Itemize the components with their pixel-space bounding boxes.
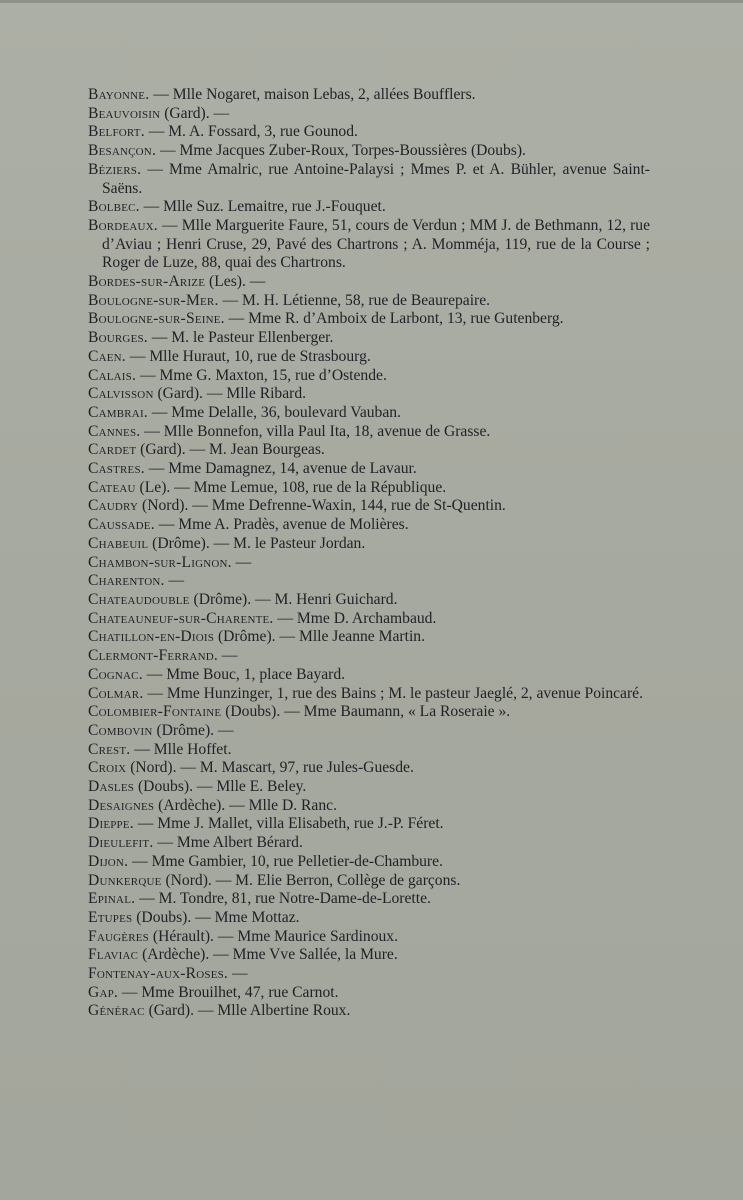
place-name: Dieulefit. — [88, 834, 154, 852]
list-item — [88, 610, 650, 629]
place-name: Gap. — [88, 983, 119, 1001]
entry-details: — Mme Amalric, rue Antoine-Palaysi ; Mmes P. et A. Bühler, avenue Saint-Saëns. — [102, 160, 650, 197]
list-item — [88, 554, 650, 573]
list-item — [88, 385, 650, 404]
list-item — [88, 778, 650, 797]
place-name: Calais. — [88, 366, 137, 384]
place-name: Croix — [88, 759, 127, 777]
place-name: Chambon-sur-Lignon. — [88, 553, 232, 571]
place-name: Dunkerque — [88, 871, 162, 889]
place-name: Colombier-Fontaine — [88, 703, 222, 721]
entry-details: — Mlle Nogaret, maison Lebas, 2, allées Boufflers. — [149, 86, 476, 103]
list-item — [88, 292, 650, 311]
list-item — [88, 497, 650, 516]
place-name: Bolbec. — [88, 198, 140, 216]
list-item — [88, 591, 650, 610]
entry-details: (Gard). — M. Jean Bourgeas. — [136, 441, 325, 459]
entry-details: — M. le Pasteur Ellenberger. — [147, 329, 334, 347]
entry-details: (Doubs). — Mme Baumann, « La Roseraie ». — [221, 703, 511, 721]
place-name: Dieppe. — [88, 815, 134, 833]
place-name: Caussade. — [88, 516, 155, 534]
entry-details: (Le). — Mme Lemue, 108, rue de la République. — [135, 478, 447, 496]
list-item — [88, 647, 650, 666]
entry-details: — Mlle Hoffet. — [130, 740, 232, 758]
entry-details: — — [228, 965, 248, 983]
list-item — [88, 815, 650, 834]
list-item — [88, 348, 650, 367]
list-item — [88, 797, 650, 816]
entry-details: (Drôme). — M. Henri Guichard. — [189, 590, 398, 608]
entry-details: — Mme Jacques Zuber-Roux, Torpes-Boussières (Doubs). — [156, 142, 526, 160]
place-name: Flaviac — [88, 946, 139, 964]
entry-details: (Les). — — [205, 273, 266, 291]
address-list — [88, 86, 650, 1021]
place-name: Calvisson — [88, 385, 154, 403]
place-name: Cognac. — [88, 665, 143, 683]
list-item — [88, 946, 650, 965]
place-name: Chateauneuf-sur-Charente. — [88, 609, 274, 627]
place-name: Cateau — [88, 478, 136, 496]
list-item — [88, 123, 650, 142]
place-name: Dijon. — [88, 852, 129, 870]
entry-details: — Mlle Marguerite Faure, 51, cours de Verdun ; MM J. de Bethmann, 12, rue d’Aviau ; Henri Cruse, 29, Pavé des Chartrons ; A. Momméja, 119, rue de la Course ; Roger de Luze, 88, quai des Chartrons. — [102, 216, 650, 272]
place-name: Epinal. — [88, 890, 136, 908]
list-item — [88, 198, 650, 217]
list-item — [88, 535, 650, 554]
place-name: Chatillon-en-Diois — [88, 628, 215, 646]
place-name: Bayonne. — [88, 86, 150, 103]
place-name: Chabeuil — [88, 534, 149, 552]
list-item — [88, 310, 650, 329]
list-item — [88, 759, 650, 778]
entry-details: (Nord). — Mme Defrenne-Waxin, 144, rue de St-Quentin. — [138, 497, 506, 515]
entry-details: — M. A. Fossard, 3, rue Gounod. — [144, 123, 358, 141]
list-item — [88, 965, 650, 984]
entry-details: — — [164, 572, 185, 590]
entry-details: — — [217, 647, 238, 665]
entry-details: — Mme Damagnez, 14, avenue de Lavaur. — [144, 460, 417, 478]
list-item — [88, 741, 650, 760]
list-item — [88, 142, 650, 161]
place-name: Bordeaux. — [88, 216, 158, 234]
place-name: Dasles — [88, 778, 135, 796]
entry-details: (Gard). — Mlle Ribard. — [153, 385, 307, 403]
list-item — [88, 628, 650, 647]
entry-details: — Mme Gambier, 10, rue Pelletier-de-Chambure. — [128, 852, 443, 870]
entry-details: (Drôme). — Mlle Jeanne Martin. — [214, 628, 425, 646]
list-item — [88, 666, 650, 685]
page-top-edge — [0, 0, 743, 3]
entry-details: (Drôme). — M. le Pasteur Jordan. — [148, 534, 366, 552]
entry-details: — M. H. Létienne, 58, rue de Beaurepaire. — [218, 291, 491, 309]
entry-details: — Mme Delalle, 36, boulevard Vauban. — [147, 403, 401, 421]
place-name: Etupes — [88, 908, 133, 926]
place-name: Besançon. — [88, 142, 157, 160]
place-name: Boulogne-sur-Seine. — [88, 310, 225, 328]
list-item — [88, 890, 650, 909]
list-item — [88, 86, 650, 105]
place-name: Cannes. — [88, 422, 141, 440]
place-name: Générac — [88, 1002, 145, 1020]
place-name: Faugères — [88, 927, 149, 945]
list-item — [88, 273, 650, 292]
list-item — [88, 367, 650, 386]
place-name: Bordes-sur-Arize — [88, 273, 206, 291]
entry-details: — Mme R. d’Amboix de Larbont, 13, rue Gutenberg. — [224, 310, 564, 328]
list-item — [88, 423, 650, 442]
entry-details: (Nord). — M. Elie Berron, Collège de garçons. — [161, 871, 461, 889]
entry-details: (Hérault). — Mme Maurice Sardinoux. — [149, 927, 398, 945]
place-name: Cardet — [88, 441, 137, 459]
place-name: Fontenay-aux-Roses. — [88, 965, 229, 983]
place-name: Bourges. — [88, 329, 148, 347]
entry-details: — Mlle Bonnefon, villa Paul Ita, 18, avenue de Grasse. — [140, 422, 491, 440]
entry-details: — Mme Bouc, 1, place Bayard. — [142, 665, 346, 683]
list-item — [88, 984, 650, 1003]
place-name: Charenton. — [88, 572, 165, 590]
list-item — [88, 722, 650, 741]
entry-details: — Mme Albert Bérard. — [153, 834, 303, 852]
entry-details: (Drôme). — — [152, 721, 234, 739]
list-item — [88, 872, 650, 891]
entry-details: (Gard). — — [160, 104, 230, 122]
list-item — [88, 685, 650, 704]
place-name: Desaignes — [88, 796, 155, 814]
list-item — [88, 329, 650, 348]
list-item — [88, 516, 650, 535]
entry-details: — — [231, 553, 252, 571]
entry-details: — Mme G. Maxton, 15, rue d’Ostende. — [136, 366, 387, 384]
list-item — [88, 834, 650, 853]
list-item — [88, 217, 650, 273]
entry-details: — Mme Hunzinger, 1, rue des Bains ; M. le pasteur Jaeglé, 2, avenue Poincaré. — [143, 684, 643, 702]
entry-details: (Nord). — M. Mascart, 97, rue Jules-Guesde. — [126, 759, 414, 777]
entry-details: (Doubs). — Mme Mottaz. — [132, 908, 300, 926]
place-name: Caen. — [88, 347, 126, 365]
entry-details: — Mme D. Archambaud. — [273, 609, 437, 627]
place-name: Colmar. — [88, 684, 144, 702]
place-name: Béziers. — [88, 160, 142, 178]
list-item — [88, 161, 650, 198]
entry-details: — Mme A. Pradès, avenue de Molières. — [154, 516, 409, 534]
entry-details: — M. Tondre, 81, rue Notre-Dame-de-Lorette. — [135, 890, 431, 908]
place-name: Combovin — [88, 721, 153, 739]
entry-details: (Ardèche). — Mlle D. Ranc. — [154, 796, 337, 814]
list-item — [88, 572, 650, 591]
list-item — [88, 853, 650, 872]
entry-details: — Mlle Huraut, 10, rue de Strasbourg. — [125, 347, 371, 365]
list-item — [88, 909, 650, 928]
list-item — [88, 928, 650, 947]
list-item — [88, 404, 650, 423]
entry-details: — Mme J. Mallet, villa Elisabeth, rue J.-P. Féret. — [133, 815, 444, 833]
entry-details: — Mme Brouilhet, 47, rue Carnot. — [118, 983, 339, 1001]
entry-details: (Ardèche). — Mme Vve Sallée, la Mure. — [138, 946, 398, 964]
list-item — [88, 1002, 650, 1021]
entry-details: (Gard). — Mlle Albertine Roux. — [144, 1002, 351, 1020]
list-item — [88, 105, 650, 124]
place-name: Clermont-Ferrand. — [88, 647, 218, 665]
list-item — [88, 479, 650, 498]
place-name: Caudry — [88, 497, 139, 515]
place-name: Chateaudouble — [88, 590, 190, 608]
place-name: Cambrai. — [88, 403, 148, 421]
place-name: Castres. — [88, 460, 145, 478]
place-name: Crest. — [88, 740, 131, 758]
list-item — [88, 703, 650, 722]
place-name: Beauvoisin — [88, 104, 161, 122]
entry-details: — Mlle Suz. Lemaitre, rue J.-Fouquet. — [139, 198, 386, 216]
place-name: Boulogne-sur-Mer. — [88, 291, 219, 309]
list-item — [88, 441, 650, 460]
list-item — [88, 460, 650, 479]
entry-details: (Doubs). — Mlle E. Beley. — [134, 778, 307, 796]
place-name: Belfort. — [88, 123, 145, 141]
